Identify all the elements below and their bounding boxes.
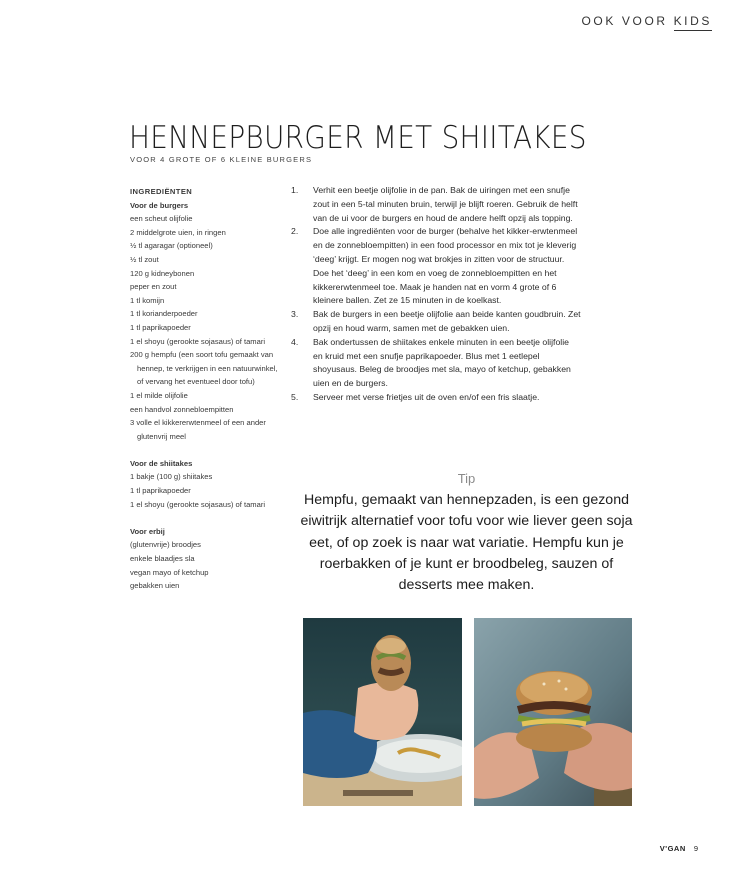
step-text: Bak de burgers in een beetje olijfolie aan beide kanten goudbruin. Zet opzij en houd warm, samen met de gebakken uien. <box>313 309 581 333</box>
instruction-step <box>291 225 581 308</box>
ingredient-item: 1 tl paprikapoeder <box>130 322 191 332</box>
section-tag-suffix: KIDS <box>674 14 712 31</box>
ingredient-item: enkele blaadjes sla <box>130 554 195 564</box>
ingredient-item: ½ tl agaragar (optioneel) <box>130 241 213 251</box>
ingredient-item: 1 tl paprikapoeder <box>130 486 191 496</box>
ingredient-item: 120 g kidneybonen <box>130 268 195 278</box>
tip-text: Hempfu, gemaakt van hennepzaden, is een gezond eiwitrijk alternatief voor tofu voor wie liever geen soja eet, of op zoek is naar wat variatie. Hempfu kun je roerbakken of je kunt er broodbeleg, sauzen of desserts mee maken. <box>300 492 633 594</box>
instruction-steps <box>291 184 581 405</box>
ingredient-item: 2 middelgrote uien, in ringen <box>130 227 226 237</box>
page-footer <box>660 844 698 853</box>
group-spacer <box>130 511 280 525</box>
step-number: 2. <box>291 226 299 237</box>
ingredient-item: peper en zout <box>130 282 177 292</box>
ingredient-item: 200 g hempfu (een soort tofu gemaakt van hennep, te verkrijgen in een natuurwinkel, of vervang het eventueel door tofu) <box>130 350 278 387</box>
ingredient-item: 3 volle el kikkererwtenmeel of een ander glutenvrij meel <box>130 418 266 441</box>
ingredient-item: gebakken uien <box>130 581 180 591</box>
page-number: 9 <box>693 844 698 853</box>
section-tag <box>582 14 713 28</box>
photo-burger-eating <box>303 618 462 806</box>
ingredient-item: 1 tl komijn <box>130 295 165 305</box>
ingredient-item: ½ tl zout <box>130 254 159 264</box>
step-number: 5. <box>291 391 299 402</box>
step-number: 4. <box>291 336 299 347</box>
section-tag-prefix: OOK VOOR <box>581 14 674 28</box>
ingredient-item: een scheut olijfolie <box>130 214 193 224</box>
instruction-step <box>291 308 581 336</box>
ingredient-group-title: Voor erbij <box>130 526 165 536</box>
group-spacer <box>130 443 280 457</box>
step-text: Doe alle ingrediënten voor de burger (behalve het kikker-erwtenmeel en de zonnebloempitten) in een food processor en mix tot je kleverig ‘deeg’ krijgt. Er mogen nog wat brokjes in zitten voor de structuur. Doe het ‘deeg’ in een kom en voeg de zonnebloempitten en het kikkererwtenmeel toe. Maak je handen nat en vorm 4 grote of 6 kleinere ballen. Zet ze 15 minuten in de koelkast. <box>313 226 578 306</box>
ingredient-item: 1 tl korianderpoeder <box>130 309 198 319</box>
instruction-step <box>291 336 581 391</box>
step-text: Bak ondertussen de shiitakes enkele minuten in een beetje olijfolie en kruid met een snufje paprikapoeder. Blus met 1 eetlepel shoyusaus. Beleg de broodjes met sla, mayo of ketchup, gebakken uien en de burgers. <box>313 336 571 389</box>
step-number: 3. <box>291 309 299 320</box>
instruction-step <box>291 391 581 405</box>
step-text: Serveer met verse frietjes uit de oven en/of een fris slaatje. <box>313 391 540 402</box>
ingredient-item: een handvol zonnebloempitten <box>130 404 234 414</box>
photo-burger-presented <box>474 618 632 806</box>
step-number: 1. <box>291 185 299 195</box>
ingredient-item: 1 el milde olijfolie <box>130 390 188 400</box>
ingredient-group-title: Voor de shiitakes <box>130 458 193 468</box>
ingredients-column <box>130 185 280 593</box>
ingredient-item: vegan mayo of ketchup <box>130 567 209 577</box>
ingredient-item: 1 el shoyu (gerookte sojasaus) of tamari <box>130 499 266 509</box>
step-text: Verhit een beetje olijfolie in de pan. Bak de uiringen met een snufje zout in een 5-tal minuten bruin, terwijl je blijft roeren. Gebruik de helft van de ui voor de burgers en houd de andere helft opzij als topping. <box>313 185 578 223</box>
instruction-step <box>291 184 581 225</box>
ingredient-item: (glutenvrije) broodjes <box>130 540 201 550</box>
magazine-brand: V'GAN <box>659 844 686 853</box>
ingredients-heading: INGREDIËNTEN <box>130 187 193 196</box>
ingredient-item: 1 bakje (100 g) shiitakes <box>130 472 213 482</box>
ingredient-item: 1 el shoyu (gerookte sojasaus) of tamari <box>130 336 266 346</box>
ingredient-groups <box>130 199 280 593</box>
recipe-subtitle: VOOR 4 GROTE OF 6 KLEINE BURGERS <box>130 155 313 164</box>
ingredient-group-title: Voor de burgers <box>130 200 189 210</box>
tip-label: Tip <box>457 471 476 486</box>
recipe-title: HENNEPBURGER MET SHIITAKES <box>129 120 587 156</box>
